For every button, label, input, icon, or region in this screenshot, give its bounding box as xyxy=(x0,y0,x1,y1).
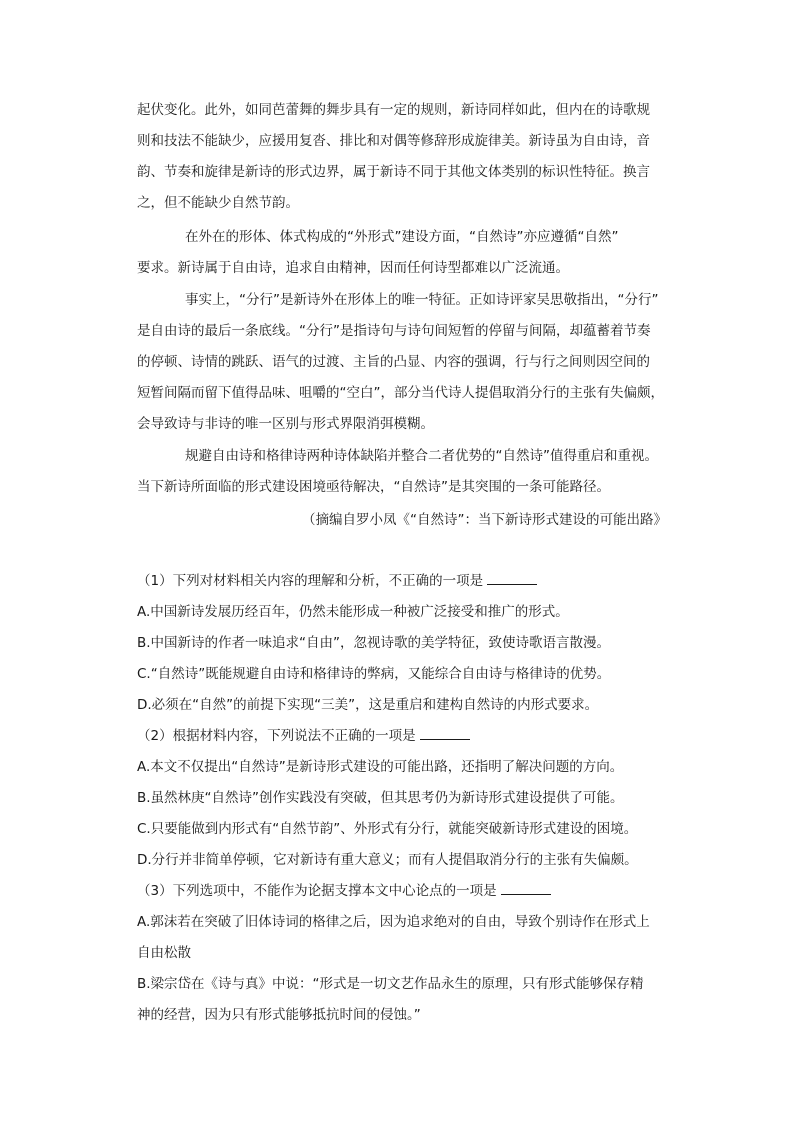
option-item: A.郭沫若在突破了旧体诗词的格律之后，因为追求绝对的自由，导致个别诗作在形式上 xyxy=(137,914,650,930)
text-line: 在外在的形体、体式构成的“外形式”建设方面，“自然诗”亦应遵循“自然” xyxy=(185,229,619,245)
option-item: D.分行并非简单停顿，它对新诗有重大意义；而有人提倡取消分行的主张有失偏颇。 xyxy=(137,852,638,868)
text-line: 则和技法不能缺少，应援用复沓、排比和对偶等修辞形成旋律美。新诗虽为自由诗，音 xyxy=(137,133,650,149)
question-block xyxy=(137,566,687,1031)
question-stem-text: （1）下列对材料相关内容的理解和分析，不正确的一项是 xyxy=(137,573,484,589)
option-item: C.“自然诗”既能规避自由诗和格律诗的弊病，又能综合自由诗与格律诗的优势。 xyxy=(137,666,611,682)
question-stem-text: （3）下列选项中，不能作为论据支撑本文中心论点的一项是 xyxy=(137,883,497,899)
question-stem-text: （2）根据材料内容，下列说法不正确的一项是 xyxy=(137,728,416,744)
text-line: 是自由诗的最后一条底线。“分行”是指诗句与诗句间短暂的停留与间隔，却蕴蓄着节奏 xyxy=(137,323,651,339)
option-item: B.中国新诗的作者一味追求“自由”，忽视诗歌的美学特征，致使诗歌语言散漫。 xyxy=(137,635,611,651)
answer-blank[interactable] xyxy=(501,882,551,895)
article-paragraph-4 xyxy=(137,441,677,503)
answer-blank[interactable] xyxy=(420,727,470,740)
text-line: 事实上，“分行”是新诗外在形体上的唯一特征。正如诗评家吴思敬指出，“分行” xyxy=(185,292,659,308)
option-item: D.必须在“自然”的前提下实现“三美”，这是重启和建构自然诗的内形式要求。 xyxy=(137,697,599,713)
text-line: 当下新诗所面临的形式建设困境亟待解决，“自然诗”是其突围的一条可能路径。 xyxy=(137,479,610,495)
question-stem xyxy=(137,566,687,597)
text-line: 之，但不能缺少自然节韵。 xyxy=(137,195,299,211)
text-line: 短暂间隔而留下值得品味、咀嚼的“空白”，部分当代诗人提倡取消分行的主张有失偏颇， xyxy=(137,385,664,401)
option-item-continued: 自由松散 xyxy=(137,945,191,961)
answer-blank[interactable] xyxy=(487,572,537,585)
article-source: （摘编自罗小凤《“自然诗”：当下新诗形式建设的可能出路》 xyxy=(302,512,667,528)
option-item: A.中国新诗发展历经百年，仍然未能形成一种被广泛接受和推广的形式。 xyxy=(137,604,569,620)
option-item-continued: 神的经营，因为只有形式能够抵抗时间的侵蚀。” xyxy=(137,1007,421,1023)
text-line: 要求。新诗属于自由诗，追求自由精神，因而任何诗型都难以广泛流通。 xyxy=(137,260,569,276)
question-stem xyxy=(137,876,687,907)
article-paragraph-1 xyxy=(137,95,677,219)
text-line: 会导致诗与非诗的唯一区别与形式界限消弭模糊。 xyxy=(137,416,434,432)
text-line: 的停顿、诗情的跳跃、语气的过渡、主旨的凸显、内容的强调，行与行之间则因空间的 xyxy=(137,354,650,370)
option-item: A.本文不仅提出“自然诗”是新诗形式建设的可能出路，还指明了解决问题的方向。 xyxy=(137,759,624,775)
question-stem xyxy=(137,721,687,752)
text-line: 规避自由诗和格律诗两种诗体缺陷并整合二者优势的“自然诗”值得重启和重视。 xyxy=(185,448,658,464)
option-item: B.梁宗岱在《诗与真》中说：“形式是一切文艺作品永生的原理，只有形式能够保存精 xyxy=(137,976,644,992)
option-item: C.只要能做到内形式有“自然节韵”、外形式有分行，就能突破新诗形式建设的困境。 xyxy=(137,821,638,837)
text-line: 起伏变化。此外，如同芭蕾舞的舞步具有一定的规则，新诗同样如此，但内在的诗歌规 xyxy=(137,102,650,118)
article-paragraph-3 xyxy=(137,285,677,440)
option-item: B.虽然林庚“自然诗”创作实践没有突破，但其思考仍为新诗形式建设提供了可能。 xyxy=(137,790,624,806)
text-line: 韵、节奏和旋律是新诗的形式边界，属于新诗不同于其他文体类别的标识性特征。换言 xyxy=(137,164,650,180)
article-paragraph-2 xyxy=(137,222,677,284)
